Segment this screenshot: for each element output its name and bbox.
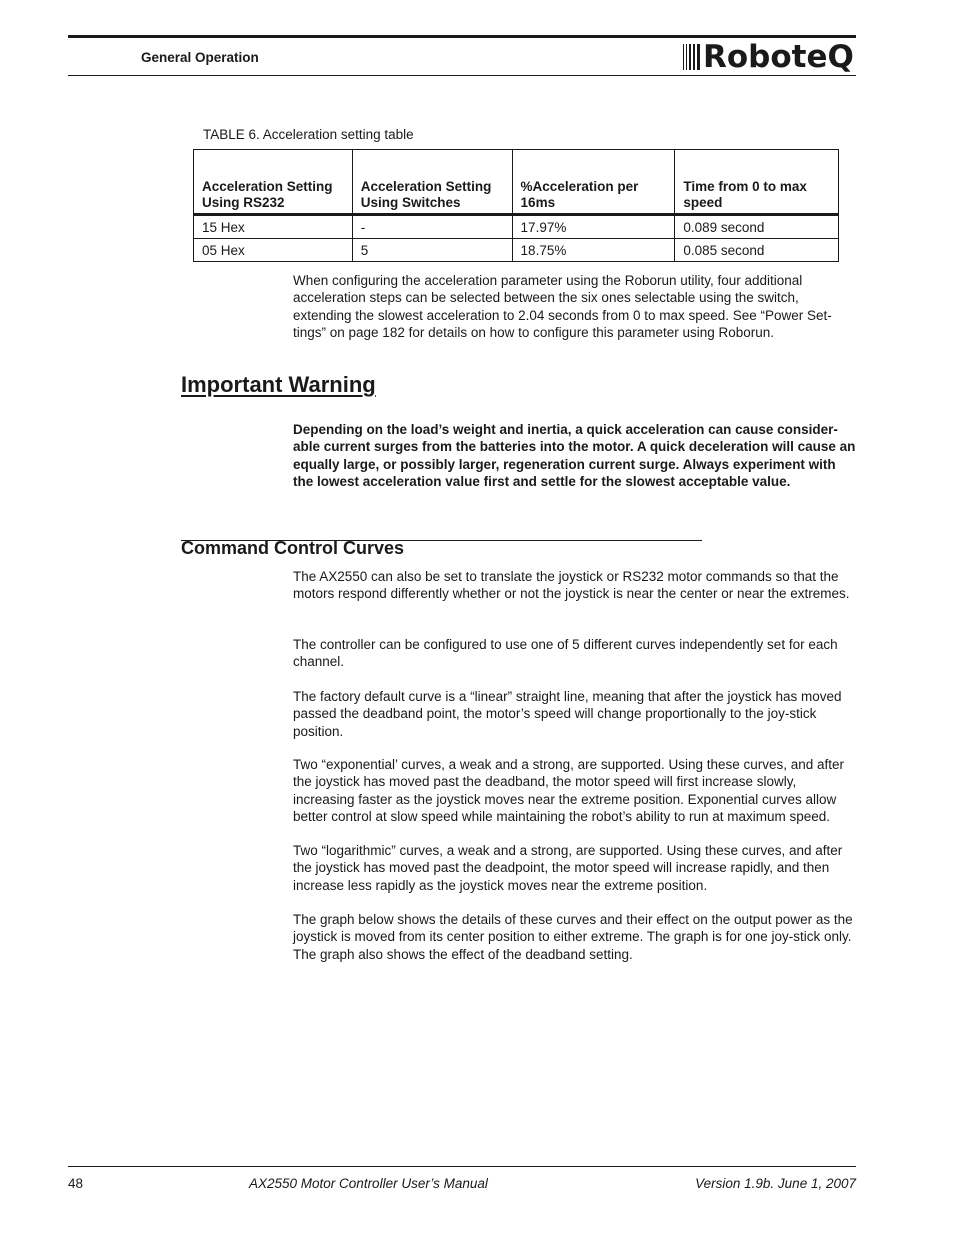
table-cell: 18.75% (512, 239, 675, 262)
roboteq-logo (683, 40, 858, 74)
table-cell: 5 (352, 239, 512, 262)
page-number: 48 (68, 1176, 84, 1191)
intro-paragraph: When configuring the acceleration parameter using the Roborun utility, four additional acceleration steps can be selected between the six ones selectable using the switch, extending the slowest acceleration to 2.04 seconds from 0 to max speed. See “Power Set-tings” on page 182 for details on how to configure this parameter using Roborun. (293, 273, 832, 340)
curves-heading: Command Control Curves (181, 538, 405, 558)
manual-title: AX2550 Motor Controller User’s Manual (249, 1176, 488, 1191)
curves-paragraph: The factory default curve is a “linear” straight line, meaning that after the joystick has moved passed the deadband point, the motor’s speed will change proportionally to the joy-stick position. (293, 689, 842, 739)
curves-paragraph: Two “exponential’ curves, a weak and a strong, are supported. Using these curves, and after the joystick has moved past the deadband, the motor speed will first increase slowly, increasing faster as the joystick moves near the extreme position. Exponential curves allow better control at slow speed while maintaining the robot’s ability to run at maximum speed. (293, 757, 845, 824)
version-date: Version 1.9b. June 1, 2007 (695, 1176, 856, 1191)
warning-heading: Important Warning (181, 372, 376, 397)
table-cell: 0.089 second (675, 215, 839, 239)
logo-wordmark: RoboteQ (703, 38, 854, 75)
curves-paragraph: The graph below shows the details of these curves and their effect on the output power as the joystick is moved from its center position to either extreme. The graph is for one joy-stick only. The graph also shows the effect of the deadband setting. (293, 912, 853, 962)
table-row (194, 215, 839, 239)
table-row (194, 239, 839, 262)
table-cell: 17.97% (512, 215, 675, 239)
table-cell: - (352, 215, 512, 239)
warning-text: Depending on the load’s weight and inertia, a quick acceleration can cause consider-able current surges from the batteries into the motor. A quick deceleration will cause an equally large, or possibly larger, regeneration current surge. Always experiment with the lowest acceleration value first and settle for the slowest acceptable value. (293, 422, 856, 489)
table-caption-text: Acceleration setting table (262, 127, 414, 142)
footer-rule (68, 1166, 856, 1167)
table-caption (203, 127, 414, 142)
column-header: Acceleration Setting Using Switches (352, 150, 512, 215)
table-cell: 05 Hex (194, 239, 353, 262)
column-header: %Acceleration per 16ms (512, 150, 675, 215)
header-bottom-rule (68, 75, 856, 76)
column-header: Time from 0 to max speed (675, 150, 839, 215)
curves-paragraph: Two “logarithmic” curves, a weak and a strong, are supported. Using these curves, and after the joystick has moved past the deadpoint, the motor speed will increase rapidly, and then increase less rapidly as the joystick moves near the extreme position. (293, 843, 843, 893)
curves-paragraph: The controller can be configured to use one of 5 different curves independently set for each channel. (293, 637, 838, 670)
column-header: Acceleration Setting Using RS232 (194, 150, 353, 215)
table-cell: 15 Hex (194, 215, 353, 239)
logo-bars-icon (683, 44, 700, 70)
table-cell: 0.085 second (675, 239, 839, 262)
section-title: General Operation (141, 50, 259, 65)
curves-paragraph: The AX2550 can also be set to translate the joystick or RS232 motor commands so that the motors respond differently whether or not the joystick is near the center or near the extremes. (293, 569, 850, 602)
acceleration-table (193, 149, 839, 262)
table-header-row (194, 150, 839, 215)
table-caption-label: TABLE 6. (203, 127, 260, 142)
